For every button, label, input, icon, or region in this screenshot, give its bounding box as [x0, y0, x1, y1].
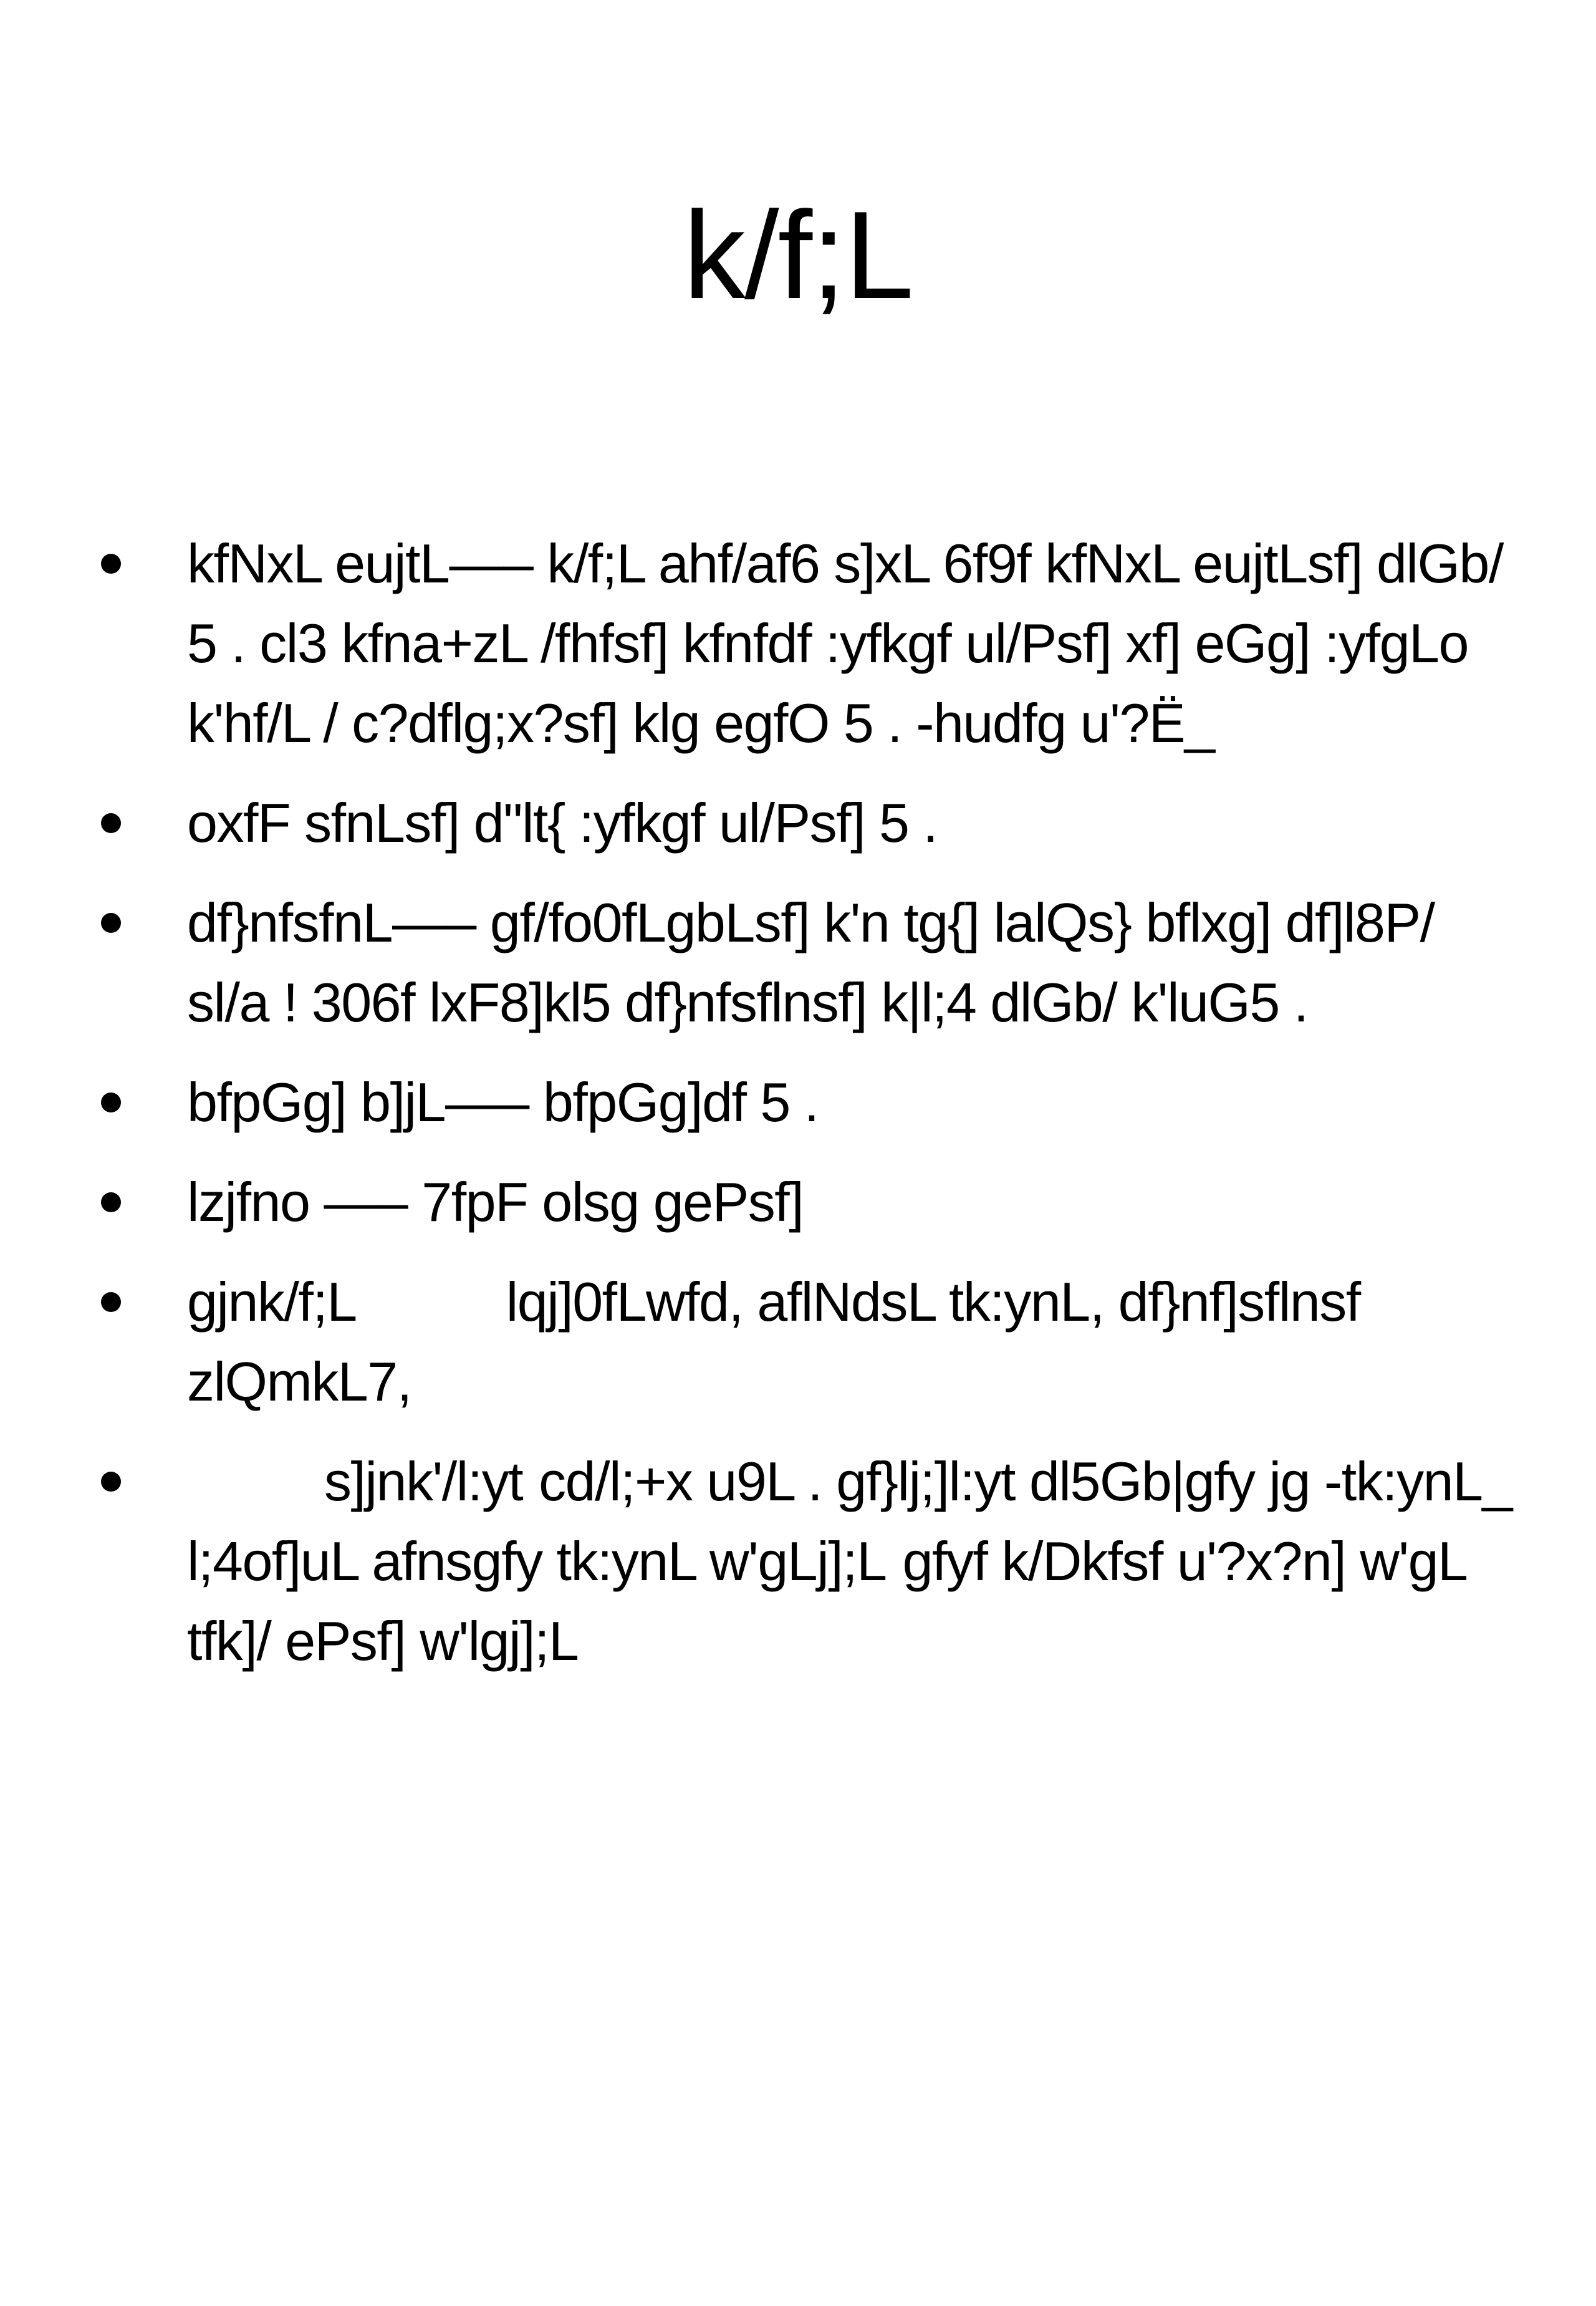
list-item-text: bfpGg] b]jL—– bfpGg]df 5 .: [187, 1071, 819, 1133]
list-item-text-b: lqj]0fLwfd, aflNdsL tk:ynL, df}nf]sflnsf zlQmkL7,: [187, 1271, 1360, 1412]
list-item-text: oxfF sfnLsf] d"lt{ :yfkgf ul/Psf] 5 .: [187, 792, 938, 854]
slide-title: k/f;L: [683, 186, 913, 325]
bullet-icon: [101, 1192, 121, 1212]
list-item-text-b: cd/l;+x u9L . gf}lj;]l:yt dl5Gb|gfy jg -tk:ynL_ l;4of]uL afnsgfy tk:ynL w'gLj];L: [187, 1450, 1512, 1592]
bullet-icon: [101, 913, 121, 933]
list-item: [94, 524, 1527, 763]
list-item-text: df}nfsfnL—– gf/fo0fLgbLsf] k'n tg{] lalQs} bflxg] df]l8P/ sl/a ! 306f lxF8]kl5 df}nfsflnsf] k|l;4 dlGb/ k'luG5 .: [187, 892, 1435, 1033]
list-item: [94, 1262, 1527, 1422]
bullet-icon: [101, 1292, 121, 1312]
list-item: [94, 1063, 1527, 1142]
bullet-icon: [101, 1093, 121, 1112]
bullet-list: [94, 524, 1527, 1701]
list-item: [94, 1162, 1527, 1242]
bullet-icon: [101, 554, 121, 574]
list-item-text: kfNxL eujtL—– k/f;L ahf/af6 s]xL 6f9f kfNxL eujtLsf] dlGb/ 5 . cl3 kfna+zL /fhfsf] kfnfdf :yfkgf ul/Psf] xf] eGg] :yfgLo k'hf/L / c?dflg;x?sf] klg egfO 5 . -hudfg u'?Ë_: [187, 533, 1503, 754]
list-item-text-c: gfyf k/Dkfsf u'?x?n] w'gL tfk]/ ePsf] w'lgj];L: [187, 1530, 1466, 1672]
list-item: [94, 783, 1527, 863]
list-item-text: lzjfno —– 7fpF olsg gePsf]: [187, 1171, 804, 1233]
bullet-icon: [101, 813, 121, 833]
list-item-text-a: gjnk/f;L: [187, 1271, 357, 1333]
list-item: [94, 883, 1527, 1043]
list-item: [94, 1442, 1527, 1681]
list-item-text-a: s]jnk'/l:yt: [324, 1450, 523, 1512]
bullet-icon: [101, 1472, 121, 1492]
